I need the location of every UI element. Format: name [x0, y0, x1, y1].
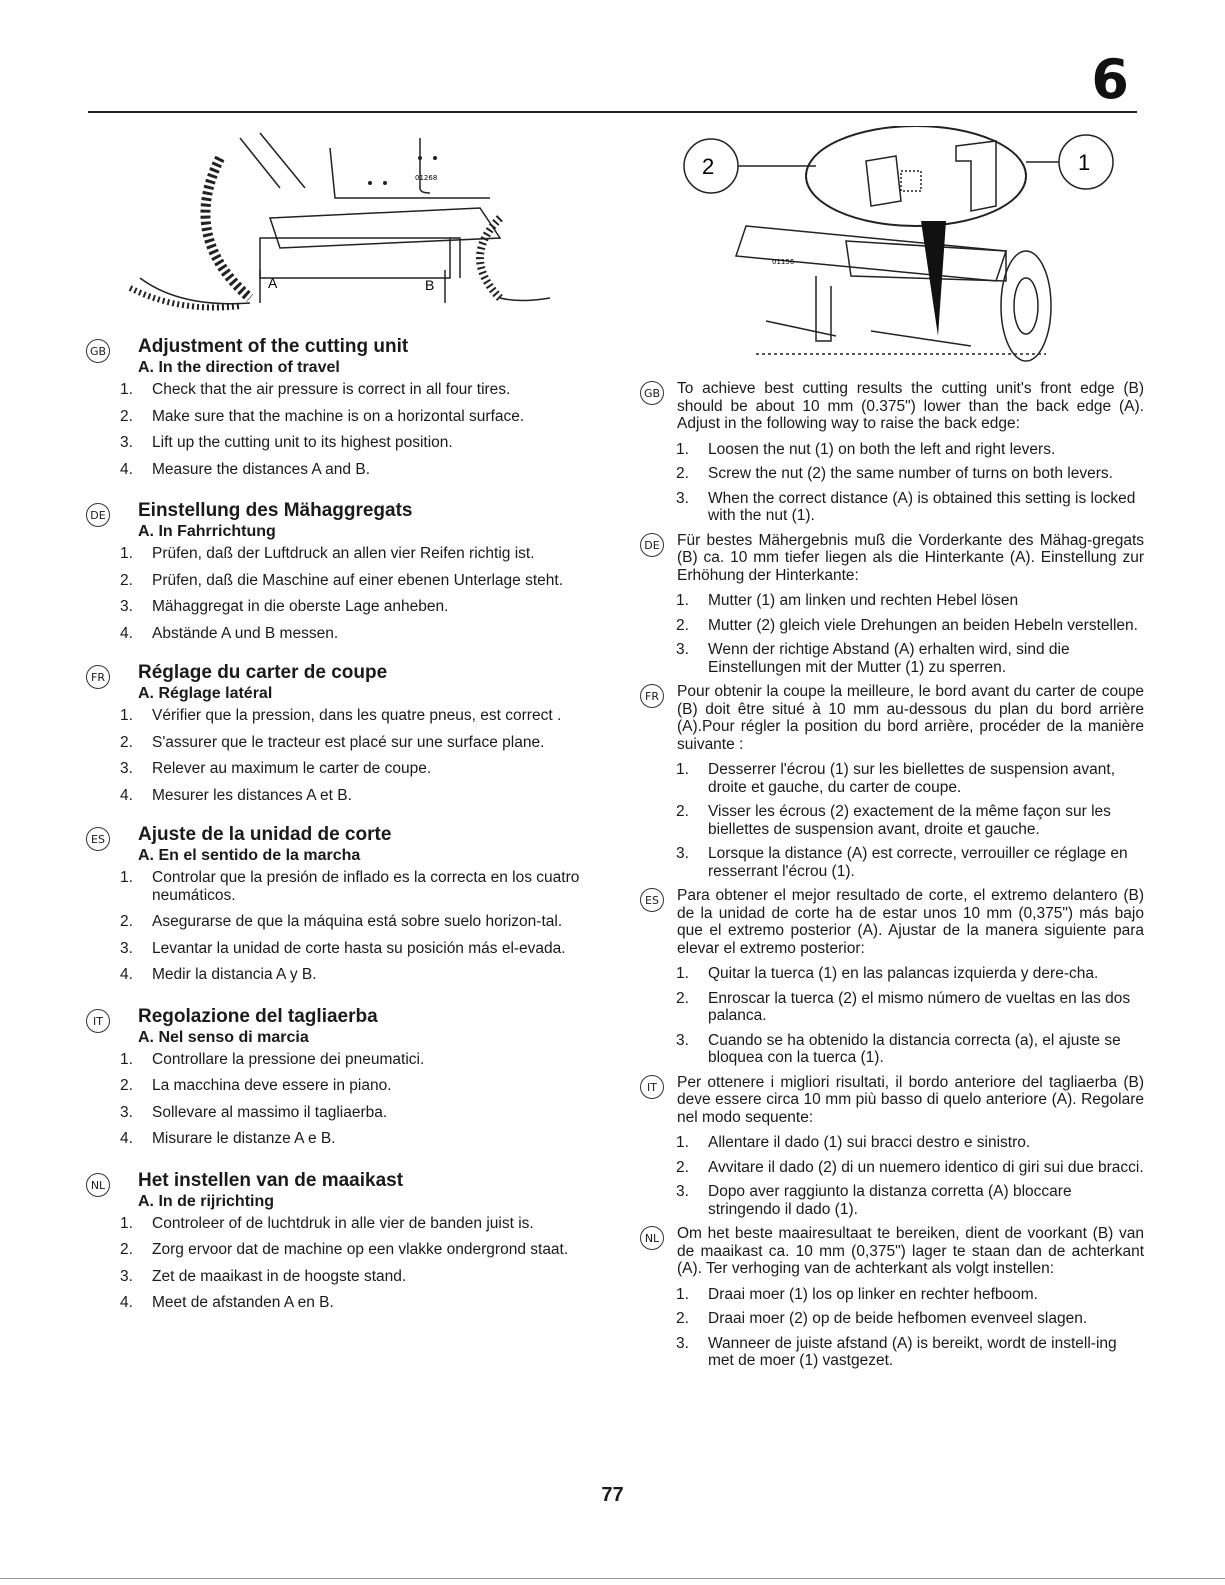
right-column	[640, 380, 1144, 1377]
section-es	[86, 824, 596, 984]
list-item: 2. Avvitare il dado (2) di un nuemero identico di giri sui due bracci.	[676, 1158, 1144, 1176]
section-de	[86, 500, 596, 642]
section-title: Réglage du carter de coupe	[138, 662, 388, 683]
list-item: 4. Medir la distancia A y B.	[120, 966, 317, 983]
list-item: 3. When the correct distance (A) is obtained this setting is locked with the nut (1).	[676, 489, 1136, 524]
paragraph: To achieve best cutting results the cutting unit's front edge (B) should be about 10 mm (0.375") lower than the back edge (A). Adjust in the following way to raise the back edge:	[677, 380, 1144, 432]
list-item: 3. Mähaggregat in die oberste Lage anheben.	[120, 598, 449, 615]
list-item: 1. Controllare la pressione dei pneumatici.	[120, 1050, 425, 1068]
steps-list	[640, 592, 1144, 676]
steps-list	[640, 965, 1144, 1067]
language-badge-nl: NL	[86, 1173, 110, 1197]
list-item: 1. Draai moer (1) los op linker en rechter hefboom.	[676, 1285, 1038, 1303]
language-badge-it: IT	[86, 1009, 110, 1033]
paragraph: Per ottenere i migliori risultati, il bordo anteriore del tagliaerba (B) deve essere circa 10 mm più basso di quelo anteriore (A). Regolare nel modo sequente:	[677, 1073, 1144, 1126]
list-item: 2. Mutter (2) gleich viele Drehungen an beiden Hebeln verstellen.	[676, 616, 1138, 634]
list-item: 3. Relever au maximum le carter de coupe.	[120, 760, 432, 777]
list-item: 2. S'assurer que le tracteur est placé sur une surface plane.	[120, 733, 545, 751]
fig1-code: 01268	[415, 174, 438, 182]
language-badge-nl: NL	[640, 1226, 664, 1250]
language-badge-it: IT	[640, 1075, 664, 1099]
figure-cutting-unit-side	[120, 128, 560, 328]
list-item: 1. Check that the air pressure is correct in all four tires.	[120, 381, 511, 398]
list-item: 2. Prüfen, daß die Maschine auf einer ebenen Unterlage steht.	[120, 571, 564, 589]
list-item: 4. Misurare le distanze A e B.	[120, 1130, 336, 1147]
footer-rule	[0, 1578, 1225, 1579]
language-badge-es: ES	[86, 827, 110, 851]
list-item: 1. Desserrer l'écrou (1) sur les biellettes de suspension avant, droite et gauche, du carter de coupe.	[676, 761, 1116, 796]
section-gb	[86, 336, 596, 478]
list-item: 4. Mesurer les distances A et B.	[120, 786, 352, 804]
section-subtitle: A. Réglage latéral	[138, 685, 273, 702]
paragraph: Para obtener el mejor resultado de corte, el extremo delantero (B) de la unidad de corte ha de estar unos 10 mm (0,375") más bajo que el extremo posterior (A). Ajustar de la manera siguiente para elevar el extremo posterior:	[677, 887, 1144, 957]
chapter-number: 6	[1091, 48, 1129, 111]
instructions-it	[640, 1074, 1144, 1219]
section-subtitle: A. In the direction of travel	[138, 359, 340, 376]
section-title: Adjustment of the cutting unit	[138, 336, 409, 357]
list-item: 2. Asegurarse de que la máquina está sobre suelo horizon-tal.	[120, 913, 563, 930]
instructions-es	[640, 887, 1144, 1067]
callout-2: 2	[702, 154, 715, 179]
language-badge-fr: FR	[86, 665, 110, 689]
list-item: 1. Mutter (1) am linken und rechten Hebel lösen	[676, 592, 1019, 609]
list-item: 1. Allentare il dado (1) sui bracci destro e sinistro.	[676, 1134, 1031, 1151]
list-item: 4. Measure the distances A and B.	[120, 460, 370, 478]
list-item: 2. Screw the nut (2) the same number of turns on both levers.	[676, 465, 1113, 482]
list-item: 1. Prüfen, daß der Luftdruck an allen vier Reifen richtig ist.	[120, 545, 535, 562]
language-badge-gb: GB	[640, 381, 664, 405]
list-item: 2. Draai moer (2) op de beide hefbomen evenveel slagen.	[676, 1310, 1088, 1327]
list-item: 1. Controleer of de luchtdruk in alle vier de banden juist is.	[120, 1214, 534, 1232]
steps-list	[640, 441, 1144, 525]
instructions-de	[640, 532, 1144, 677]
list-item: 1. Loosen the nut (1) on both the left and right levers.	[676, 440, 1056, 458]
section-nl	[86, 1170, 596, 1312]
steps-list	[640, 1286, 1144, 1370]
language-badge-es: ES	[640, 888, 664, 912]
list-item: 3. Lorsque la distance (A) est correcte, verrouiller ce réglage en resserrant l'écrou (1).	[676, 845, 1128, 880]
instructions-nl	[640, 1225, 1144, 1370]
section-subtitle: A. Nel senso di marcia	[138, 1028, 309, 1046]
callout-1: 1	[1078, 150, 1091, 175]
list-item: 3. Wenn der richtige Abstand (A) erhalten wird, sind die Einstellungen mit der Mutter (1) zu sperren.	[676, 641, 1070, 676]
steps-list	[640, 761, 1144, 880]
section-title: Einstellung des Mähaggregats	[138, 500, 413, 521]
list-item: 4. Abstände A und B messen.	[120, 624, 339, 642]
language-badge-gb: GB	[86, 339, 110, 363]
list-item: 3. Zet de maaikast in de hoogste stand.	[120, 1267, 407, 1285]
fig1-label-a: A	[268, 275, 278, 291]
list-item: 1. Controlar que la presión de inflado es la correcta en los cuatro neumáticos.	[120, 869, 580, 904]
steps-list	[86, 1215, 596, 1312]
fig1-label-b: B	[425, 277, 435, 293]
figure-lever-adjustment	[676, 126, 1136, 368]
section-title: Het instellen van de maaikast	[138, 1169, 404, 1191]
list-item: 1. Vérifier que la pression, dans les quatre pneus, est correct .	[120, 707, 562, 724]
paragraph: Pour obtenir la coupe la meilleure, le bord avant du carter de coupe (B) doit être situé à 10 mm au-dessous du plan du bord arrière (A).Pour régler la position du bord arrière, procéder de la manière suivante :	[677, 683, 1144, 753]
list-item: 2. Visser les écrous (2) exactement de la même façon sur les biellettes de suspension avant, droite et gauche.	[676, 803, 1111, 838]
steps-list	[86, 545, 596, 642]
instructions-gb	[640, 380, 1144, 525]
list-item: 4. Meet de afstanden A en B.	[120, 1294, 334, 1311]
list-item: 3. Sollevare al massimo il tagliaerba.	[120, 1103, 388, 1121]
list-item: 3. Cuando se ha obtenido la distancia correcta (a), el ajuste se bloquea con la tuerca (1).	[676, 1031, 1121, 1066]
steps-list	[86, 1051, 596, 1148]
list-item: 3. Levantar la unidad de corte hasta su posición más el-evada.	[120, 939, 566, 957]
paragraph: Für bestes Mähergebnis muß die Vorderkante des Mähag-gregats (B) ca. 10 mm tiefer liegen als die Hinterkante (A). Einstellung zur Erhöhung der Hinterkante:	[677, 531, 1144, 584]
fig2-code: 01156	[772, 258, 795, 266]
list-item: 3. Dopo aver raggiunto la distanza corretta (A) bloccare stringendo il dado (1).	[676, 1183, 1072, 1218]
language-badge-de: DE	[640, 533, 664, 557]
list-item: 2. La macchina deve essere in piano.	[120, 1077, 392, 1094]
section-subtitle: A. In de rijrichting	[138, 1192, 275, 1210]
section-fr	[86, 662, 596, 804]
language-badge-de: DE	[86, 503, 110, 527]
steps-list	[640, 1134, 1144, 1218]
section-subtitle: A. En el sentido de la marcha	[138, 847, 361, 864]
left-column	[86, 336, 596, 1321]
section-it	[86, 1006, 596, 1148]
list-item: 2. Enroscar la tuerca (2) el mismo número de vueltas en las dos palanca.	[676, 989, 1131, 1024]
section-subtitle: A. In Fahrrichtung	[138, 523, 276, 540]
list-item: 2. Zorg ervoor dat de machine op een vlakke ondergrond staat.	[120, 1241, 569, 1258]
list-item: 3. Lift up the cutting unit to its highest position.	[120, 434, 453, 451]
paragraph: Om het beste maairesultaat te bereiken, dient de voorkant (B) van de maaikast ca. 10 mm (0,375") lager te staan dan de achterkant (A). Ter verhoging van de achterkant als volgt instellen:	[677, 1225, 1144, 1277]
instructions-fr	[640, 683, 1144, 880]
language-badge-fr: FR	[640, 684, 664, 708]
list-item: 2. Make sure that the machine is on a horizontal surface.	[120, 407, 525, 425]
page-number: 77	[601, 1484, 624, 1506]
list-item: 1. Quitar la tuerca (1) en las palancas izquierda y dere-cha.	[676, 965, 1099, 982]
steps-list	[86, 707, 596, 804]
header-rule	[88, 111, 1137, 113]
steps-list	[86, 381, 596, 478]
section-title: Regolazione del tagliaerba	[138, 1005, 378, 1027]
steps-list	[86, 869, 596, 984]
list-item: 3. Wanneer de juiste afstand (A) is bereikt, wordt de instell-ing met de moer (1) vastgezet.	[676, 1334, 1117, 1369]
section-title: Ajuste de la unidad de corte	[138, 824, 392, 845]
